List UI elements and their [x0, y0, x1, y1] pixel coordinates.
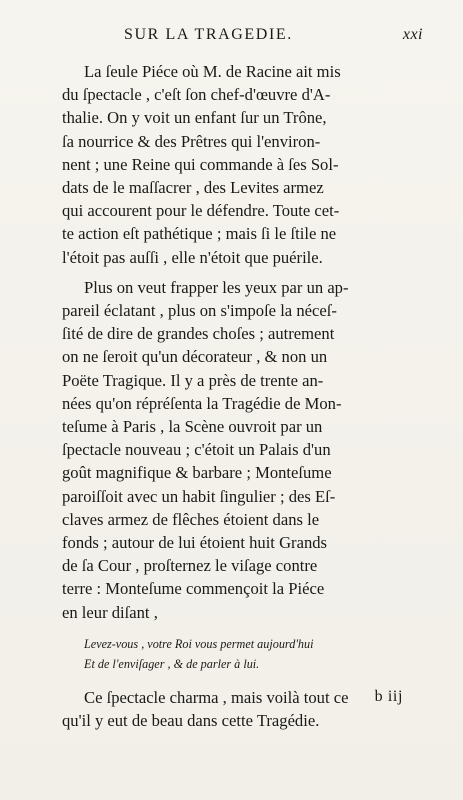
- text-line: qu'il y eut de beau dans cette Tragédie.: [62, 711, 320, 731]
- text-line: goût magnifique & barbare ; Monteſume: [62, 463, 332, 483]
- text-line: te action eſt pathétique ; mais ſi le ſtile ne: [62, 224, 337, 244]
- running-title: SUR LA TRAGEDIE.: [124, 26, 293, 43]
- body-text: [62, 60, 425, 732]
- text-line: on ne ſeroit qu'un décorateur , & non un: [62, 347, 328, 367]
- text-line: Plus on veut frapper les yeux par un ap-: [84, 277, 349, 297]
- text-line: l'étoit pas auſſi , elle n'étoit que puérile.: [62, 247, 323, 267]
- text-line: pareil éclatant , plus on s'impoſe la néceſ-: [62, 301, 337, 321]
- verse-line: Levez-vous , votre Roi vous permet aujourd'hui: [84, 636, 314, 651]
- text-line: ſpectacle nouveau ; c'étoit un Palais d'un: [62, 440, 331, 460]
- text-line: ſité de dire de grandes choſes ; autrement: [62, 324, 335, 344]
- text-line: du ſpectacle , c'eſt ſon chef-d'œuvre d'A-: [62, 85, 331, 105]
- page-number: xxi: [402, 26, 423, 43]
- paragraph-athalie: [62, 60, 425, 269]
- text-line: Ce ſpectacle charma , mais voilà tout ce: [84, 687, 349, 707]
- verse-line: Et de l'enviſager , & de parler à lui.: [84, 656, 260, 671]
- text-line: Poëte Tragique. Il y a près de trente an-: [62, 370, 324, 390]
- verse-quotation: [84, 634, 425, 674]
- text-line: nent ; une Reine qui commande à ſes Sol-: [62, 154, 339, 174]
- text-line: en leur diſant ,: [62, 602, 158, 622]
- text-line: de ſa Cour , proſternez le viſage contre: [62, 556, 318, 576]
- text-line: teſume à Paris , la Scène ouvroit par un: [62, 417, 323, 437]
- signature-mark: b iij: [374, 688, 403, 705]
- text-line: fonds ; autour de lui étoient huit Grands: [62, 533, 327, 553]
- text-line: thalie. On y voit un enfant ſur un Trône,: [62, 108, 327, 128]
- text-line: qui accourent pour le défendre. Toute cet-: [62, 201, 340, 221]
- text-line: nées qu'on répréſenta la Tragédie de Mon-: [62, 393, 342, 413]
- text-line: paroiſſoit avec un habit ſingulier ; des Eſ-: [62, 486, 336, 506]
- text-line: claves armez de flêches étoient dans le: [62, 509, 320, 529]
- text-line: terre : Monteſume commençoit la Piéce: [62, 579, 325, 599]
- text-line: dats de le maſſacrer , des Levites armez: [62, 178, 324, 198]
- text-line: La ſeule Piéce où M. de Racine ait mis: [84, 62, 341, 81]
- text-line: ſa nourrice & des Prêtres qui l'environ-: [62, 131, 321, 151]
- paragraph-closing: [62, 686, 425, 732]
- paragraph-montesume: [62, 276, 425, 624]
